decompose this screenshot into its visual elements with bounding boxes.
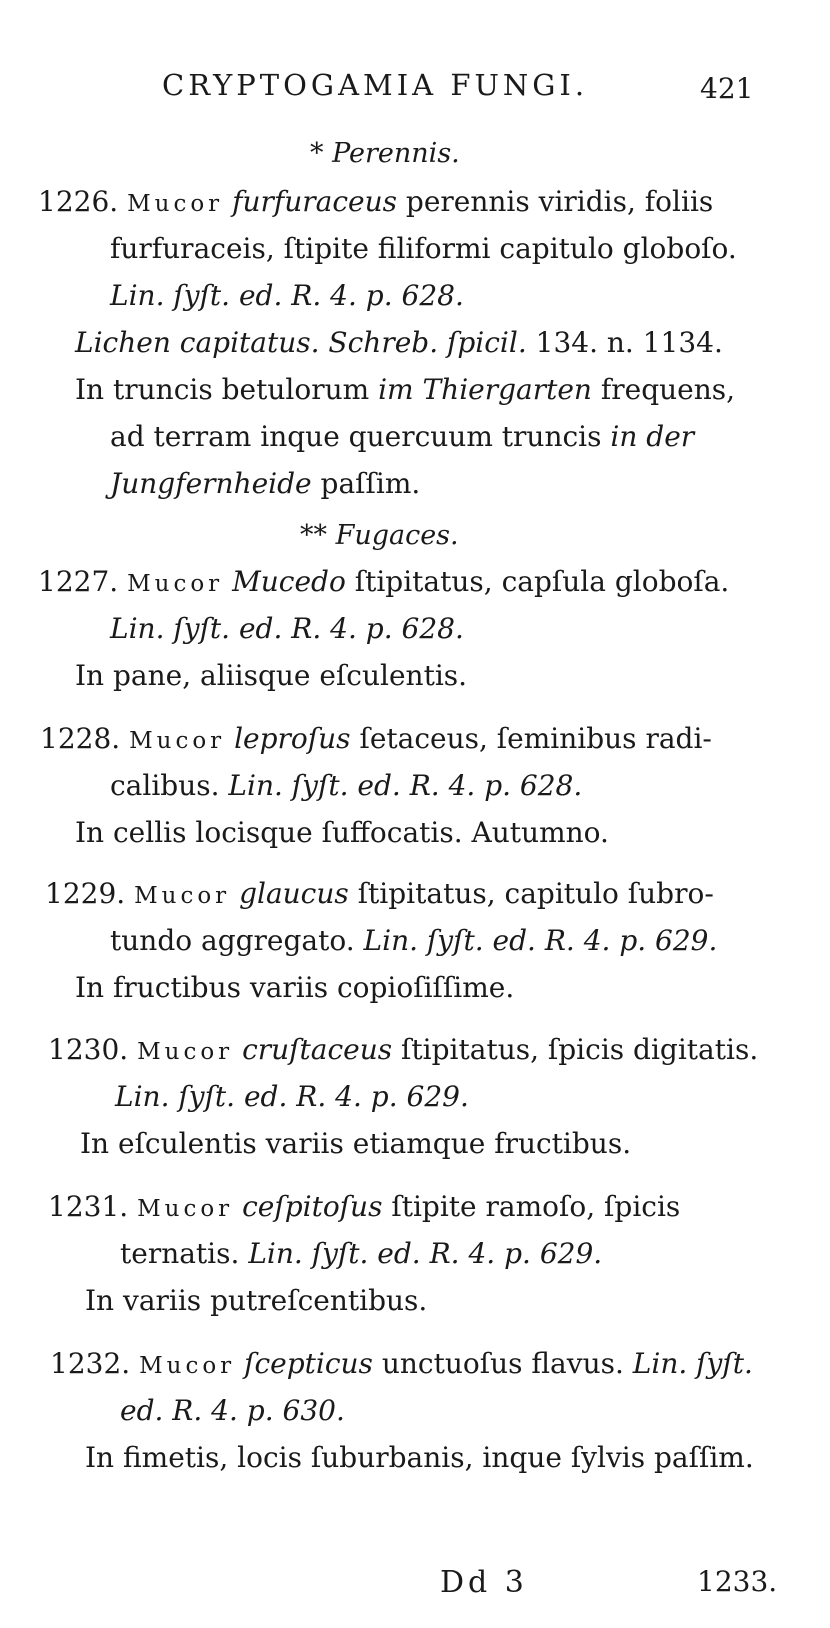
synonym-reference: 134. n. 1134. <box>535 326 723 359</box>
diagnosis-continuation <box>120 1237 603 1270</box>
species-name: furfuraceus <box>232 185 397 218</box>
reference-line: Lin. ſyſt. ed. R. 4. p. 628. <box>228 769 583 802</box>
section-heading-fugaces: ** Fugaces. <box>300 520 459 551</box>
entry-first-line <box>45 877 714 910</box>
habitat-text: frequens, <box>600 373 736 406</box>
reference-line: Lin. ſyſt. ed. R. 4. p. 628. <box>110 612 464 645</box>
diagnosis-text: ſetaceus, ſeminibus radi- <box>359 722 712 755</box>
diagnosis-text: ſtipitatus, ſpicis digitatis. <box>401 1033 759 1066</box>
running-title: CRYPTOGAMIA FUNGI. <box>162 68 589 102</box>
entry-first-line <box>40 722 712 755</box>
entry-number: 1231. <box>48 1190 129 1223</box>
entry-number: 1229. <box>45 877 126 910</box>
species-name: ſcepticus <box>244 1347 373 1380</box>
habitat-line: In fructibus variis copioſiſſime. <box>75 971 515 1004</box>
catchword: 1233. <box>697 1565 778 1598</box>
entry-first-line <box>50 1347 753 1380</box>
synonym-name: Lichen capitatus. Schreb. ſpicil. <box>75 326 527 359</box>
section-heading-perennis: * Perennis. <box>310 138 460 169</box>
habitat-locality: im Thiergarten <box>378 373 592 406</box>
entry-number: 1226. <box>38 185 119 218</box>
habitat-text: ad terram inque quercuum truncis <box>110 420 602 453</box>
diagnosis-text: ſtipitatus, capſula globoſa. <box>354 565 730 598</box>
species-name: cruſtaceus <box>242 1033 393 1066</box>
synonym-line <box>75 326 723 359</box>
entry-first-line <box>38 185 714 218</box>
genus-name: Mucor <box>137 1196 234 1222</box>
diagnosis-text: calibus. <box>110 769 220 802</box>
reference-line: Lin. ſyſt. ed. R. 4. p. 628. <box>110 279 464 312</box>
entry-first-line <box>38 565 730 598</box>
entry-number: 1232. <box>50 1347 131 1380</box>
page-number: 421 <box>700 72 754 105</box>
entry-number: 1230. <box>48 1033 129 1066</box>
diagnosis-text: ſtipite ramoſo, ſpicis <box>391 1190 681 1223</box>
habitat-locality: in der <box>610 420 695 453</box>
habitat-text: paſſim. <box>320 467 421 500</box>
diagnosis-text: unctuoſus flavus. <box>381 1347 624 1380</box>
diagnosis-continuation <box>110 769 583 802</box>
diagnosis-continuation: furfuraceis, ſtipite filiformi capitulo globoſo. <box>110 232 737 265</box>
species-name: glaucus <box>239 877 349 910</box>
species-name: leproſus <box>234 722 351 755</box>
genus-name: Mucor <box>139 1353 236 1379</box>
reference-continuation: ed. R. 4. p. 630. <box>120 1394 345 1427</box>
habitat-line: In fimetis, locis ſuburbanis, inque ſylvis paſſim. <box>85 1441 754 1474</box>
species-name: ceſpitoſus <box>242 1190 383 1223</box>
habitat-line <box>110 467 421 500</box>
habitat-line: In pane, aliisque eſculentis. <box>75 659 468 692</box>
species-name: Mucedo <box>232 565 346 598</box>
genus-name: Mucor <box>137 1039 234 1065</box>
habitat-line: In eſculentis variis etiamque fructibus. <box>80 1127 632 1160</box>
habitat-text: In truncis betulorum <box>75 373 370 406</box>
entry-first-line <box>48 1190 681 1223</box>
habitat-line <box>110 420 695 453</box>
diagnosis-text: perennis viridis, foliis <box>405 185 714 218</box>
habitat-line <box>75 373 736 406</box>
reference-line: Lin. ſyſt. ed. R. 4. p. 629. <box>115 1080 469 1113</box>
entry-number: 1228. <box>40 722 121 755</box>
diagnosis-continuation <box>110 924 718 957</box>
entry-number: 1227. <box>38 565 119 598</box>
reference-line: Lin. ſyſt. ed. R. 4. p. 629. <box>248 1237 603 1270</box>
diagnosis-text: ſtipitatus, capitulo ſubro- <box>357 877 714 910</box>
reference-line: Lin. ſyſt. <box>632 1347 753 1380</box>
genus-name: Mucor <box>129 728 226 754</box>
genus-name: Mucor <box>127 571 224 597</box>
genus-name: Mucor <box>127 191 224 217</box>
signature-mark: Dd 3 <box>440 1565 528 1600</box>
entry-first-line <box>48 1033 759 1066</box>
habitat-line: In cellis locisque ſuffocatis. Autumno. <box>75 816 609 849</box>
diagnosis-text: ternatis. <box>120 1237 240 1270</box>
diagnosis-text: tundo aggregato. <box>110 924 355 957</box>
genus-name: Mucor <box>134 883 231 909</box>
habitat-line: In variis putreſcentibus. <box>85 1284 428 1317</box>
habitat-locality: Jungfernheide <box>110 467 312 500</box>
reference-line: Lin. ſyſt. ed. R. 4. p. 629. <box>363 924 718 957</box>
